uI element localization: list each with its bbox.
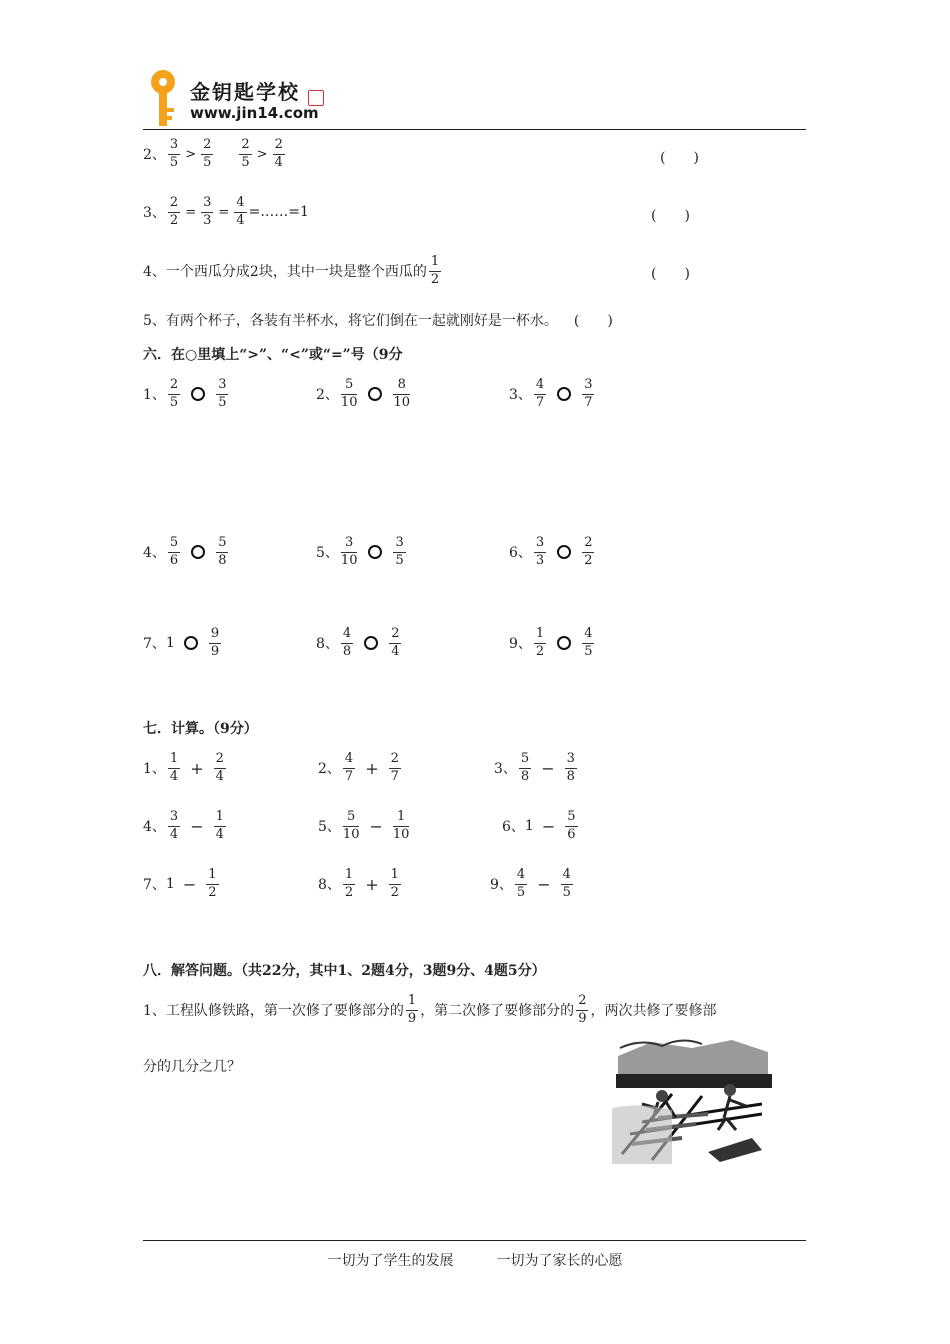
judge-item-2: 2、 $\frac{3}{5}$ > $\frac{2}{5}$ $\frac{2}{5}$ > $\frac{2}{4}$ xyxy=(143,137,283,170)
footer-right: 一切为了家长的心愿 xyxy=(496,1253,623,1269)
answer-circle[interactable] xyxy=(191,387,205,401)
section-6-title: 六．在○里填上“>”、“<”或“=”号（9分 xyxy=(143,347,403,363)
compare-item-8: 8、 $\frac{4}{8}$ $\frac{2}{4}$ xyxy=(316,626,400,659)
calc-item-2: 2、 $\frac{4}{7}$ + $\frac{2}{7}$ xyxy=(318,751,399,784)
compare-item-3: 3、 $\frac{4}{7}$ $\frac{3}{7}$ xyxy=(509,377,593,410)
calc-item-6: 6、 1 − $\frac{5}{6}$ xyxy=(502,809,576,842)
footer-divider xyxy=(143,1240,806,1241)
calc-item-1: 1、 $\frac{1}{4}$ + $\frac{2}{4}$ xyxy=(143,751,224,784)
judge-item-4: 4、 一个西瓜分成2块，其中一块是整个西瓜的 $\frac{1}{2}$ xyxy=(143,254,440,287)
answer-circle[interactable] xyxy=(368,387,382,401)
answer-circle[interactable] xyxy=(191,545,205,559)
footer-left: 一切为了学生的发展 xyxy=(327,1253,454,1269)
answer-circle[interactable] xyxy=(557,636,571,650)
header-divider xyxy=(143,129,806,130)
word-problem-1-line2: 分的几分之几？ xyxy=(143,1059,241,1075)
word-problem-1: 1、工程队修铁路，第一次修了要修部分的 $\frac{1}{9}$ ，第二次修了要修部分的 $\frac{2}{9}$ ，两次共修了要修部 xyxy=(143,993,717,1026)
answer-circle[interactable] xyxy=(184,636,198,650)
compare-item-2: 2、 $\frac{5}{10}$ $\frac{8}{10}$ xyxy=(316,377,411,410)
compare-item-9: 9、 $\frac{1}{2}$ $\frac{4}{5}$ xyxy=(509,626,593,659)
compare-item-4: 4、 $\frac{5}{6}$ $\frac{5}{8}$ xyxy=(143,535,227,568)
answer-circle[interactable] xyxy=(368,545,382,559)
railway-workers-illustration xyxy=(612,1034,774,1164)
answer-paren[interactable]: ( ) xyxy=(651,208,690,224)
answer-circle[interactable] xyxy=(364,636,378,650)
calc-item-4: 4、 $\frac{3}{4}$ − $\frac{1}{4}$ xyxy=(143,809,224,842)
calc-item-3: 3、 $\frac{5}{8}$ − $\frac{3}{8}$ xyxy=(494,751,575,784)
answer-paren[interactable]: ( ) xyxy=(651,266,690,282)
judge-item-3: 3、 $\frac{2}{2}$ = $\frac{3}{3}$ = $\frac{4}{4}$ =……=1 xyxy=(143,195,309,228)
calc-item-5: 5、 $\frac{5}{10}$ − $\frac{1}{10}$ xyxy=(318,809,410,842)
compare-item-5: 5、 $\frac{3}{10}$ $\frac{3}{5}$ xyxy=(316,535,404,568)
calc-item-9: 9、 $\frac{4}{5}$ − $\frac{4}{5}$ xyxy=(490,867,571,900)
brand-url: www.jin14.com xyxy=(190,104,319,122)
calc-item-7: 7、 1 − $\frac{1}{2}$ xyxy=(143,867,217,900)
answer-paren[interactable]: ( ) xyxy=(573,313,613,329)
answer-paren[interactable]: ( ) xyxy=(660,150,699,166)
section-7-title: 七．计算。（9分） xyxy=(143,721,258,737)
section-8-title: 八．解答问题。（共22分，其中1、2题4分，3题9分、4题5分） xyxy=(143,963,546,979)
answer-circle[interactable] xyxy=(557,387,571,401)
compare-item-7: 7、 1 $\frac{9}{9}$ xyxy=(143,626,220,659)
calc-item-8: 8、 $\frac{1}{2}$ + $\frac{1}{2}$ xyxy=(318,867,399,900)
compare-item-1: 1、 $\frac{2}{5}$ $\frac{3}{5}$ xyxy=(143,377,227,410)
brand-name: 金钥匙学校 xyxy=(190,80,300,104)
key-logo-icon xyxy=(143,68,183,128)
answer-circle[interactable] xyxy=(557,545,571,559)
judge-item-5: 5、 有两个杯子，各装有半杯水，将它们倒在一起就刚好是一杯水。 ( ) xyxy=(143,310,613,330)
compare-item-6: 6、 $\frac{3}{3}$ $\frac{2}{2}$ xyxy=(509,535,593,568)
footer xyxy=(0,1250,950,1270)
